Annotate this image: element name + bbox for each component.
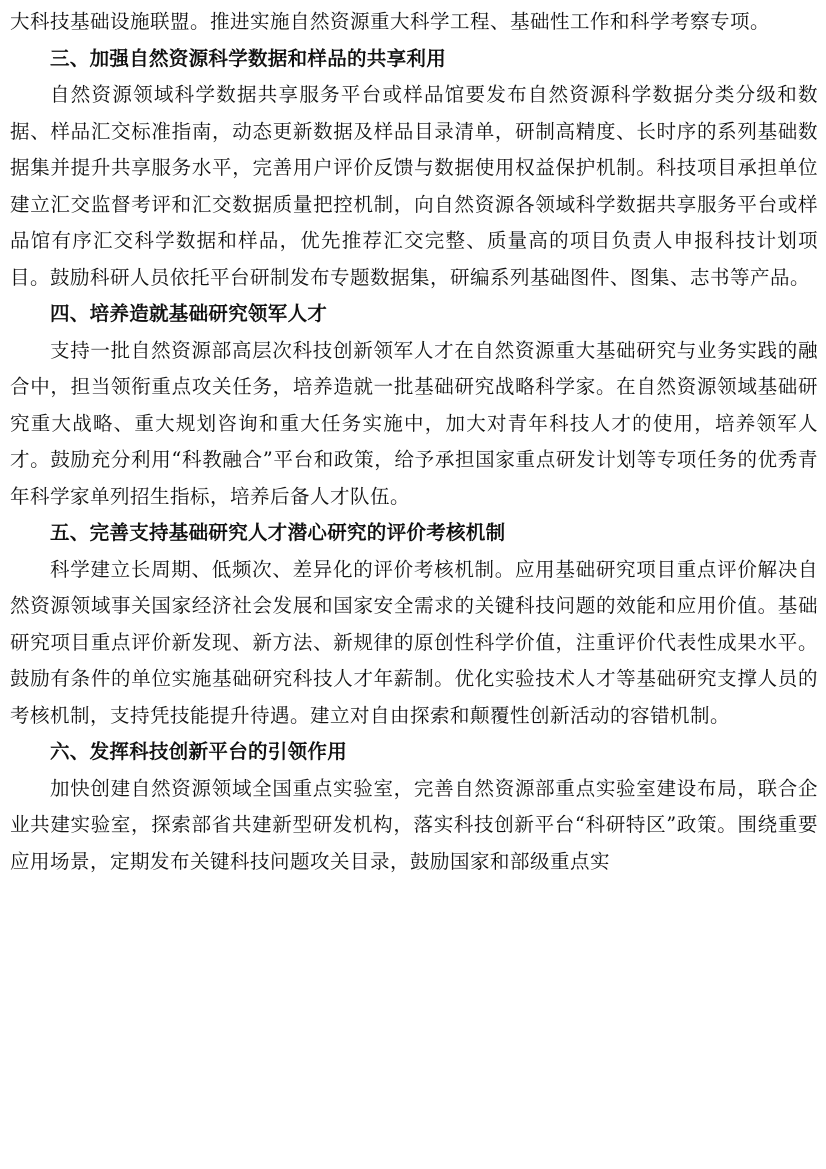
section-body-3: 自然资源领域科学数据共享服务平台或样品馆要发布自然资源科学数据分类分级和数据、样品汇交标准指南，动态更新数据及样品目录清单，研制高精度、长时序的系列基础数据集并提升共享服务水平，完善用户评价反馈与数据使用权益保护机制。科技项目承担单位建立汇交监督考评和汇交数据质量把控机制，向自然资源各领域科学数据共享服务平台或样品馆有序汇交科学数据和样品，优先推荐汇交完整、质量高的项目负责人申报科技计划项目。鼓励科研人员依托平台研制发布专题数据集，研编系列基础图件、图集、志书等产品。 [10,83,818,289]
section-heading-3: 三、加强自然资源科学数据和样品的共享利用 [50,46,447,70]
section-heading-6: 六、发挥科技创新平台的引领作用 [50,740,348,763]
continuation-paragraph: 大科技基础设施联盟。推进实施自然资源重大科学工程、基础性工作和科学考察专项。 [10,10,771,33]
section-body-5: 科学建立长周期、低频次、差异化的评价考核机制。应用基础研究项目重点评价解决自然资源领域事关国家经济社会发展和国家安全需求的关键科技问题的效能和应用价值。基础研究项目重点评价新发现、新方法、新规律的原创性科学价值，注重评价代表性成果水平。鼓励有条件的单位实施基础研究科技人才年薪制。优化实验技术人才等基础研究支撑人员的考核机制，支持凭技能提升待遇。建立对自由探索和颠覆性创新活动的容错机制。 [10,557,818,727]
section-body-6: 加快创建自然资源领域全国重点实验室，完善自然资源部重点实验室建设布局，联合企业共建实验室，探索部省共建新型研发机构，落实科技创新平台“科研特区”政策。围绕重要应用场景，定期发布关键科技问题攻关目录，鼓励国家和部级重点实 [10,776,818,873]
section-body-4: 支持一批自然资源部高层次科技创新领军人才在自然资源重大基础研究与业务实践的融合中，担当领衔重点攻关任务，培养造就一批基础研究战略科学家。在自然资源领域基础研究重大战略、重大规划咨询和重大任务实施中，加大对青年科技人才的使用，培养领军人才。鼓励充分利用“科教融合”平台和政策，给予承担国家重点研发计划等专项任务的优秀青年科学家单列招生指标，培养后备人才队伍。 [10,338,818,508]
document-page [10,4,818,880]
section-heading-4: 四、培养造就基础研究领军人才 [50,302,328,325]
section-heading-5: 五、完善支持基础研究人才潜心研究的评价考核机制 [50,521,506,544]
